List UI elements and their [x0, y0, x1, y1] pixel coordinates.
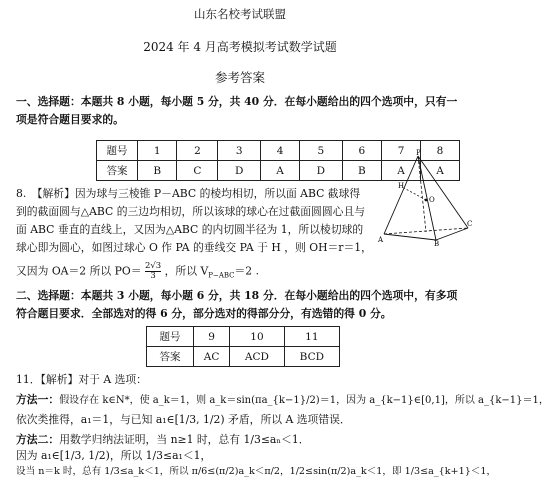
fraction-denominator: 3 — [150, 271, 156, 281]
q8-line3: 面 ABC 垂直的直线上，又因为△ABC 的内切圆半径为 1，所以棱切球的 — [16, 223, 364, 236]
label-p: P — [416, 149, 421, 157]
label-a: A — [378, 236, 384, 244]
table-cell: 10 — [230, 327, 285, 347]
table-cell: AC — [194, 347, 230, 367]
table-cell: A — [382, 161, 421, 181]
part1-intro-line2: 项是符合题目要求的。 — [16, 113, 124, 126]
exam-subtitle: 2024 年 4 月高考模拟考试数学试题 — [143, 40, 337, 54]
table-cell: A — [421, 161, 460, 181]
q11-method1-line1 — [16, 392, 549, 409]
method1-text: 假设存在 k∈N*，使 a_k＝1，则 a_k＝sin(πa_{k−1}/2)＝1，因为 a_{k−1}∈[0,1]，所以 a_{k−1}＝1， — [59, 395, 549, 406]
table-cell: D — [218, 161, 261, 181]
q8-line2: 到的截面圆与△ABC 的三边均相切，所以该球的球心在过截面圆圆心且与 — [16, 205, 366, 218]
table-row-answers — [147, 347, 340, 367]
table-cell: 7 — [382, 141, 421, 161]
volume-subscript: P−ABC — [208, 271, 235, 280]
label-b: B — [434, 240, 440, 248]
table-cell: BCD — [284, 347, 339, 367]
part2-answer-table — [146, 326, 340, 367]
method2-text: 用数学归纳法证明，当 n≥1 时，总有 1/3≤aₙ＜1． — [59, 433, 310, 446]
q8-line5 — [16, 262, 259, 284]
height-po — [418, 156, 426, 232]
q11-method1-line2: 依次类推得，a₁＝1，与已知 a₁∈[1/3, 1/2) 矛盾，所以 A 选项错误． — [16, 413, 351, 426]
table-row-numbers — [147, 327, 340, 347]
page-title: 山东名校考试联盟 — [194, 7, 286, 21]
table-cell: ACD — [230, 347, 285, 367]
edge-pa — [384, 156, 418, 234]
table-cell: B — [342, 161, 381, 181]
fraction — [145, 262, 161, 281]
table-cell: 2 — [177, 141, 218, 161]
q11-method2-line1 — [16, 432, 310, 448]
part2-intro-line1: 二、选择题：本题共 3 小题，每小题 6 分，共 18 分．在每小题给出的四个选项中，有多项 — [16, 289, 458, 302]
method2-label: 方法二： — [16, 433, 60, 446]
section-title: 参考答案 — [214, 70, 265, 85]
table-cell: 5 — [299, 141, 342, 161]
point-o — [425, 199, 428, 202]
tetrahedron-figure — [378, 150, 474, 246]
table-cell: 4 — [261, 141, 300, 161]
table-header-cell: 答案 — [147, 347, 194, 367]
table-header-cell: 题号 — [97, 141, 138, 161]
part2-intro-line2: 符合题目要求．全部选对的得 6 分，部分选对的得部分分，有选错的得 0 分。 — [16, 307, 392, 320]
table-cell: 9 — [194, 327, 230, 347]
part1-intro-line1: 一、选择题：本题共 8 小题，每小题 5 分，共 40 分．在每小题给出的四个选项中，只有一 — [16, 95, 458, 108]
edge-ab — [384, 234, 436, 240]
table-cell: A — [261, 161, 300, 181]
label-h: H — [398, 182, 405, 190]
q8-line5-b: ，所以 V — [164, 264, 209, 278]
q8-line4: 球心即为圆心，如图过球心 O 作 PA 的垂线交 PA 于 H ，则 OH＝r＝1， — [16, 241, 372, 254]
table-cell: 3 — [218, 141, 261, 161]
label-o: O — [429, 196, 435, 204]
table-cell: B — [138, 161, 177, 181]
table-cell: 1 — [138, 141, 177, 161]
fraction-numerator: 2√3 — [144, 261, 162, 271]
q11-method2-line2: 因为 a₁∈[1/3, 1/2)，所以 1/3≤a₁＜1， — [16, 449, 212, 462]
method1-label: 方法一： — [16, 393, 60, 406]
q8-line5-a: 又因为 OA＝2 所以 PO＝ — [16, 264, 142, 278]
q11-intro: 11．【解析】对于 A 选项： — [16, 373, 147, 386]
table-cell: 11 — [284, 327, 339, 347]
table-header-cell: 答案 — [97, 161, 138, 181]
table-cell: 6 — [342, 141, 381, 161]
table-cell: 8 — [421, 141, 460, 161]
table-cell: D — [299, 161, 342, 181]
q8-line5-c: ＝2 . — [234, 264, 260, 278]
table-cell: C — [177, 161, 218, 181]
table-header-cell: 题号 — [147, 327, 194, 347]
label-c: C — [467, 220, 473, 228]
q11-method2-line3: 设当 n＝k 时，总有 1/3≤a_k＜1，所以 π/6≤(π/2)a_k＜π/2，1/2≤sin(π/2)a_k＜1，即 1/3≤a_{k+1}＜1， — [16, 466, 497, 477]
q8-line1: 8. 【解析】因为球与三棱锥 P－ABC 的棱均相切，所以面 ABC 截球得 — [16, 187, 361, 200]
